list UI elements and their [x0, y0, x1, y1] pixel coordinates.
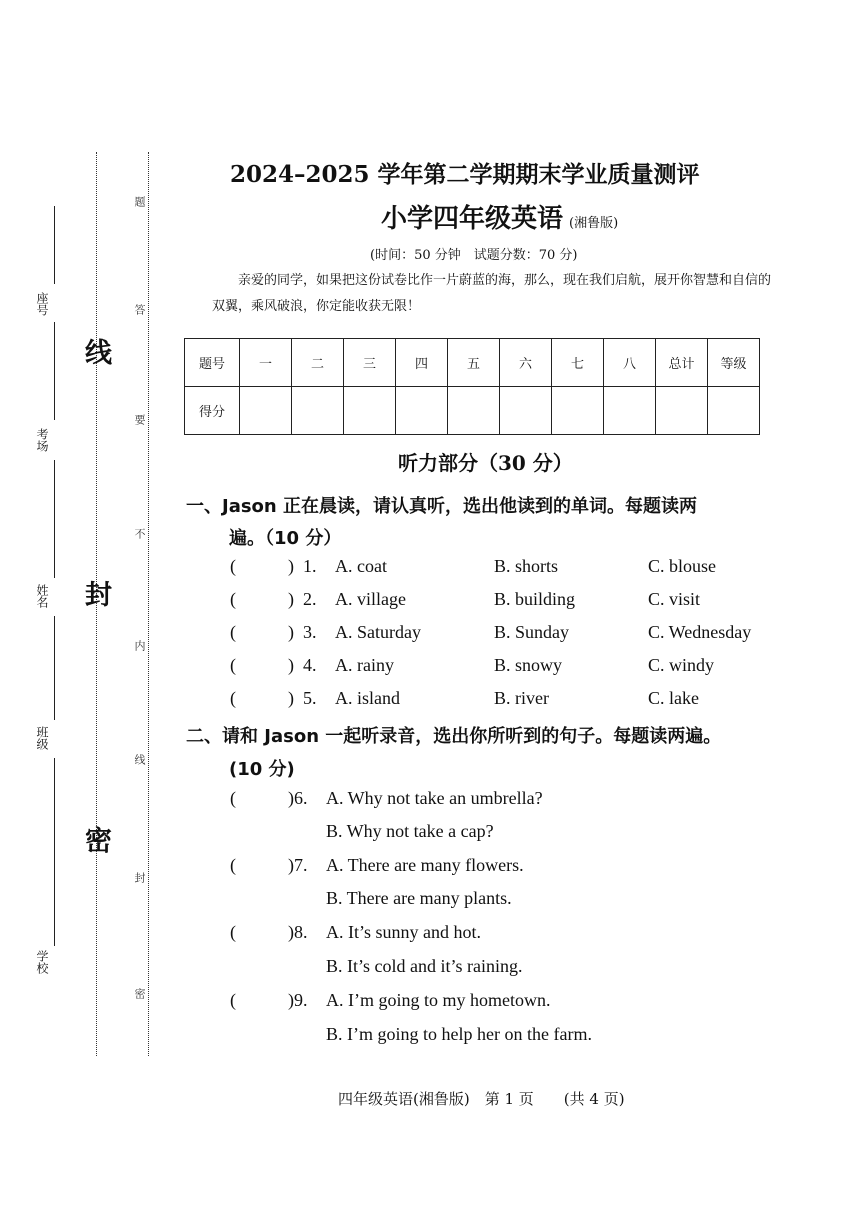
option-b: B. Why not take a cap?	[326, 821, 494, 841]
score-input-cell[interactable]	[708, 387, 760, 435]
option-a: A. It’s sunny and hot.	[326, 922, 481, 942]
question-number: 2.	[303, 589, 317, 609]
score-header-cell: 三	[344, 339, 396, 387]
answer-paren-close: )	[288, 622, 294, 642]
question-number-text: 7.	[294, 855, 308, 875]
score-header-cell: 题号	[185, 339, 240, 387]
question-number-text: 6.	[294, 788, 308, 808]
seat-number-label: 座号	[35, 292, 49, 316]
score-header-cell: 总计	[656, 339, 708, 387]
option-b: B. shorts	[494, 556, 559, 576]
option-a: A. coat	[335, 556, 387, 576]
option-b: B. There are many plants.	[326, 888, 512, 908]
answer-paren-close: )	[288, 688, 294, 708]
seal-char-seal: 封	[80, 580, 111, 607]
score-input-cell[interactable]	[656, 387, 708, 435]
score-table-header-row	[185, 339, 760, 387]
subtitle-text: 小学四年级英语	[381, 204, 564, 234]
option-c: C. Wednesday	[648, 622, 752, 642]
answer-paren-open[interactable]: (	[230, 855, 236, 875]
exam-room-line	[54, 322, 55, 420]
binding-small-char: 不	[133, 528, 146, 539]
score-input-cell[interactable]	[552, 387, 604, 435]
exam-title: 2024–2025 学年第二学期期末学业质量测评	[230, 161, 700, 188]
answer-paren-open[interactable]: (	[230, 556, 236, 576]
answer-paren-open[interactable]: (	[230, 622, 236, 642]
question-number: 5.	[303, 688, 317, 708]
intro-paragraph: 亲爱的同学，如果把这份试卷比作一片蔚蓝的海，那么，现在我们启航，展开你智慧和自信的双翼，乘风破浪，你定能收获无限！	[212, 273, 772, 314]
answer-paren-open[interactable]: (	[230, 589, 236, 609]
binding-small-char: 内	[133, 640, 146, 651]
option-b: B. building	[494, 589, 576, 609]
score-table-score-row	[185, 387, 760, 435]
score-row-label: 得分	[185, 387, 240, 435]
option-b: B. Sunday	[494, 622, 570, 642]
binding-dotted-line-inner	[148, 152, 149, 1056]
page-footer: 四年级英语(湘鲁版) 第 1 页 (共 4 页)	[338, 1090, 625, 1108]
answer-paren-open[interactable]: (	[230, 788, 236, 808]
class-line	[54, 616, 55, 720]
score-input-cell[interactable]	[344, 387, 396, 435]
school-line	[54, 758, 55, 946]
question-number-text: 8.	[294, 922, 308, 942]
option-a: A. There are many flowers.	[326, 855, 524, 875]
class-label: 班级	[35, 726, 49, 750]
question-number	[288, 990, 308, 1011]
part1-instruction-line2: 遍。（10 分）	[229, 528, 342, 549]
score-header-cell: 五	[448, 339, 500, 387]
binding-small-char: 密	[133, 988, 146, 999]
edition-label: (湘鲁版)	[569, 216, 619, 231]
name-line	[54, 460, 55, 578]
answer-paren-open[interactable]: (	[230, 655, 236, 675]
question-number	[288, 922, 308, 943]
score-header-cell: 七	[552, 339, 604, 387]
question-number: 4.	[303, 655, 317, 675]
option-c: C. windy	[648, 655, 715, 675]
question-number	[288, 788, 308, 809]
name-label: 姓名	[35, 584, 49, 608]
score-input-cell[interactable]	[448, 387, 500, 435]
score-input-cell[interactable]	[604, 387, 656, 435]
seat-number-line	[54, 206, 55, 284]
binding-small-char: 封	[133, 872, 146, 883]
option-c: C. blouse	[648, 556, 717, 576]
part2-instruction-line2: (10 分)	[229, 759, 295, 780]
score-input-cell[interactable]	[396, 387, 448, 435]
school-label: 学校	[35, 950, 49, 974]
score-input-cell[interactable]	[500, 387, 552, 435]
listening-section-title: 听力部分（30 分）	[398, 451, 573, 475]
option-c: C. lake	[648, 688, 699, 708]
score-table	[184, 338, 760, 435]
score-header-cell: 四	[396, 339, 448, 387]
binding-small-char: 线	[133, 754, 146, 765]
answer-paren-close: )	[288, 655, 294, 675]
option-a: A. rainy	[335, 655, 394, 675]
option-a: A. Why not take an umbrella?	[326, 788, 543, 808]
score-input-cell[interactable]	[240, 387, 292, 435]
answer-paren-open[interactable]: (	[230, 990, 236, 1010]
binding-small-char: 要	[133, 414, 146, 425]
binding-small-char: 答	[133, 304, 146, 315]
seal-char-secret: 密	[80, 826, 111, 853]
score-header-cell: 一	[240, 339, 292, 387]
question-number-text: 9.	[294, 990, 308, 1010]
answer-paren-close: )	[288, 855, 294, 875]
option-b: B. snowy	[494, 655, 563, 675]
option-a: A. island	[335, 688, 400, 708]
question-number: 1.	[303, 556, 317, 576]
part2-instruction-line1: 二、请和 Jason 一起听录音，选出你所听到的句子。每题读两遍。	[186, 726, 722, 747]
option-b: B. I’m going to help her on the farm.	[326, 1024, 592, 1044]
answer-paren-close: )	[288, 589, 294, 609]
option-a: A. village	[335, 589, 406, 609]
option-c: C. visit	[648, 589, 701, 609]
option-b: B. It’s cold and it’s raining.	[326, 956, 523, 976]
option-a: A. I’m going to my hometown.	[326, 990, 551, 1010]
answer-paren-close: )	[288, 922, 294, 942]
part1-instruction-line1: 一、Jason 正在晨读，请认真听，选出他读到的单词。每题读两	[186, 496, 698, 517]
answer-paren-close: )	[288, 788, 294, 808]
option-a: A. Saturday	[335, 622, 421, 642]
question-number	[288, 855, 308, 876]
answer-paren-open[interactable]: (	[230, 688, 236, 708]
score-input-cell[interactable]	[292, 387, 344, 435]
seal-char-line: 线	[80, 338, 111, 365]
score-header-cell: 六	[500, 339, 552, 387]
score-header-cell: 等级	[708, 339, 760, 387]
score-header-cell: 八	[604, 339, 656, 387]
score-header-cell: 二	[292, 339, 344, 387]
answer-paren-open[interactable]: (	[230, 922, 236, 942]
option-b: B. river	[494, 688, 549, 708]
exam-subtitle	[381, 198, 618, 235]
binding-small-char: 题	[133, 196, 146, 207]
question-number: 3.	[303, 622, 317, 642]
exam-room-label: 考场	[35, 428, 49, 452]
answer-paren-close: )	[288, 556, 294, 576]
time-info: (时间：50 分钟 试题分数：70 分)	[370, 248, 578, 263]
answer-paren-close: )	[288, 990, 294, 1010]
